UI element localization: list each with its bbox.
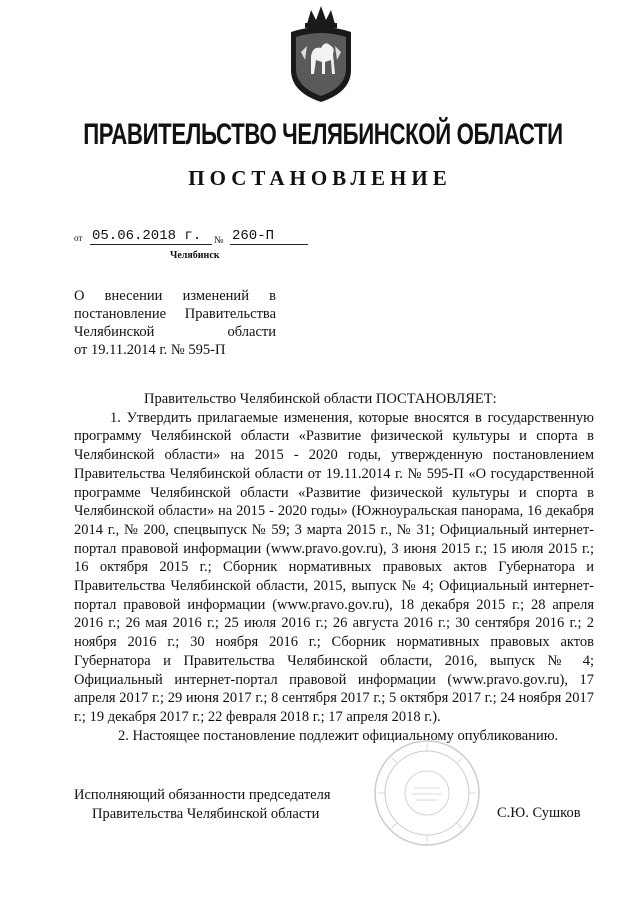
official-seal-stamp xyxy=(372,738,482,848)
document-type-title: ПОСТАНОВЛЕНИЕ xyxy=(188,166,452,190)
subject-line: О внесении изменений в xyxy=(74,288,276,304)
document-number: 260-П xyxy=(230,228,308,245)
body-text xyxy=(74,390,594,745)
number-sign-label: № xyxy=(214,235,224,246)
date-prefix-label: от xyxy=(74,233,83,243)
clause-2: 2. Настоящее постановление подлежит официальному опубликованию. xyxy=(118,727,559,744)
city-label: Челябинск xyxy=(170,250,220,261)
clause-1: 1. Утвердить прилагаемые изменения, которые вносятся в государственную программу Челябинской области «Развитие физической культуры и спорта в Челябинской области» на 2015 - 2020 годы, утвержденную постановлением Правительства Челябинской области от 19.11.2014 г. № 595-П «О государственной программе Челябинской области «Развитие физической культуры и спорта в Челябинской области» на 2015 - 2020 годы» (Южноуральская панорама, 16 декабря 2014 г., № 200, спецвыпуск № 59; 3 марта 2015 г., № 31; Официальный интернет-портал правовой информации (www.pravo.gov.ru), 3 июня 2015 г.; 15 июля 2015 г.; 16 октября 2015 г.; Сборник нормативных правовых актов Губернатора и Правительства Челябинской области, 2015, выпуск № 4; Официальный интернет-портал правовой информации (www.pravo.gov.ru), 18 декабря 2015 г.; 28 апреля 2016 г.; 26 мая 2016 г.; 25 июля 2016 г.; 26 августа 2016 г.; 30 сентября 2016 г.; 2 ноября 2016 г.; 30 ноября 2016 г.; Сборник нормативных правовых актов Губернатора и Правительства Челябинской области, 2016, выпуск № 4; Официальный интернет-портал правовой информации (www.pravo.gov.ru), 17 апреля 2017 г.; 29 июня 2017 г.; 8 сентября 2017 г.; 5 октября 2017 г.; 24 ноября 2017 г.; 19 декабря 2017 г.; 22 февраля 2018 г.; 17 апреля 2018 г.). xyxy=(74,409,594,725)
subject-line: Челябинской области xyxy=(74,324,276,340)
resolution-lead: Правительство Челябинской области ПОСТАНОВЛЯЕТ: xyxy=(144,391,497,407)
signatory-position xyxy=(74,786,331,823)
subject-line: от 19.11.2014 г. № 595-П xyxy=(74,342,226,358)
subject-block xyxy=(74,287,276,359)
document-date: 05.06.2018 г. xyxy=(90,228,212,245)
signatory-position-line: Правительства Челябинской области xyxy=(92,805,320,822)
document-meta xyxy=(74,228,275,246)
coat-of-arms-emblem xyxy=(283,4,359,104)
signatory-position-line: Исполняющий обязанности председателя xyxy=(74,787,331,803)
organization-title: ПРАВИТЕЛЬСТВО ЧЕЛЯБИНСКОЙ ОБЛАСТИ xyxy=(83,118,563,151)
subject-line: постановление Правительства xyxy=(74,306,276,322)
signatory-name: С.Ю. Сушков xyxy=(497,805,581,821)
